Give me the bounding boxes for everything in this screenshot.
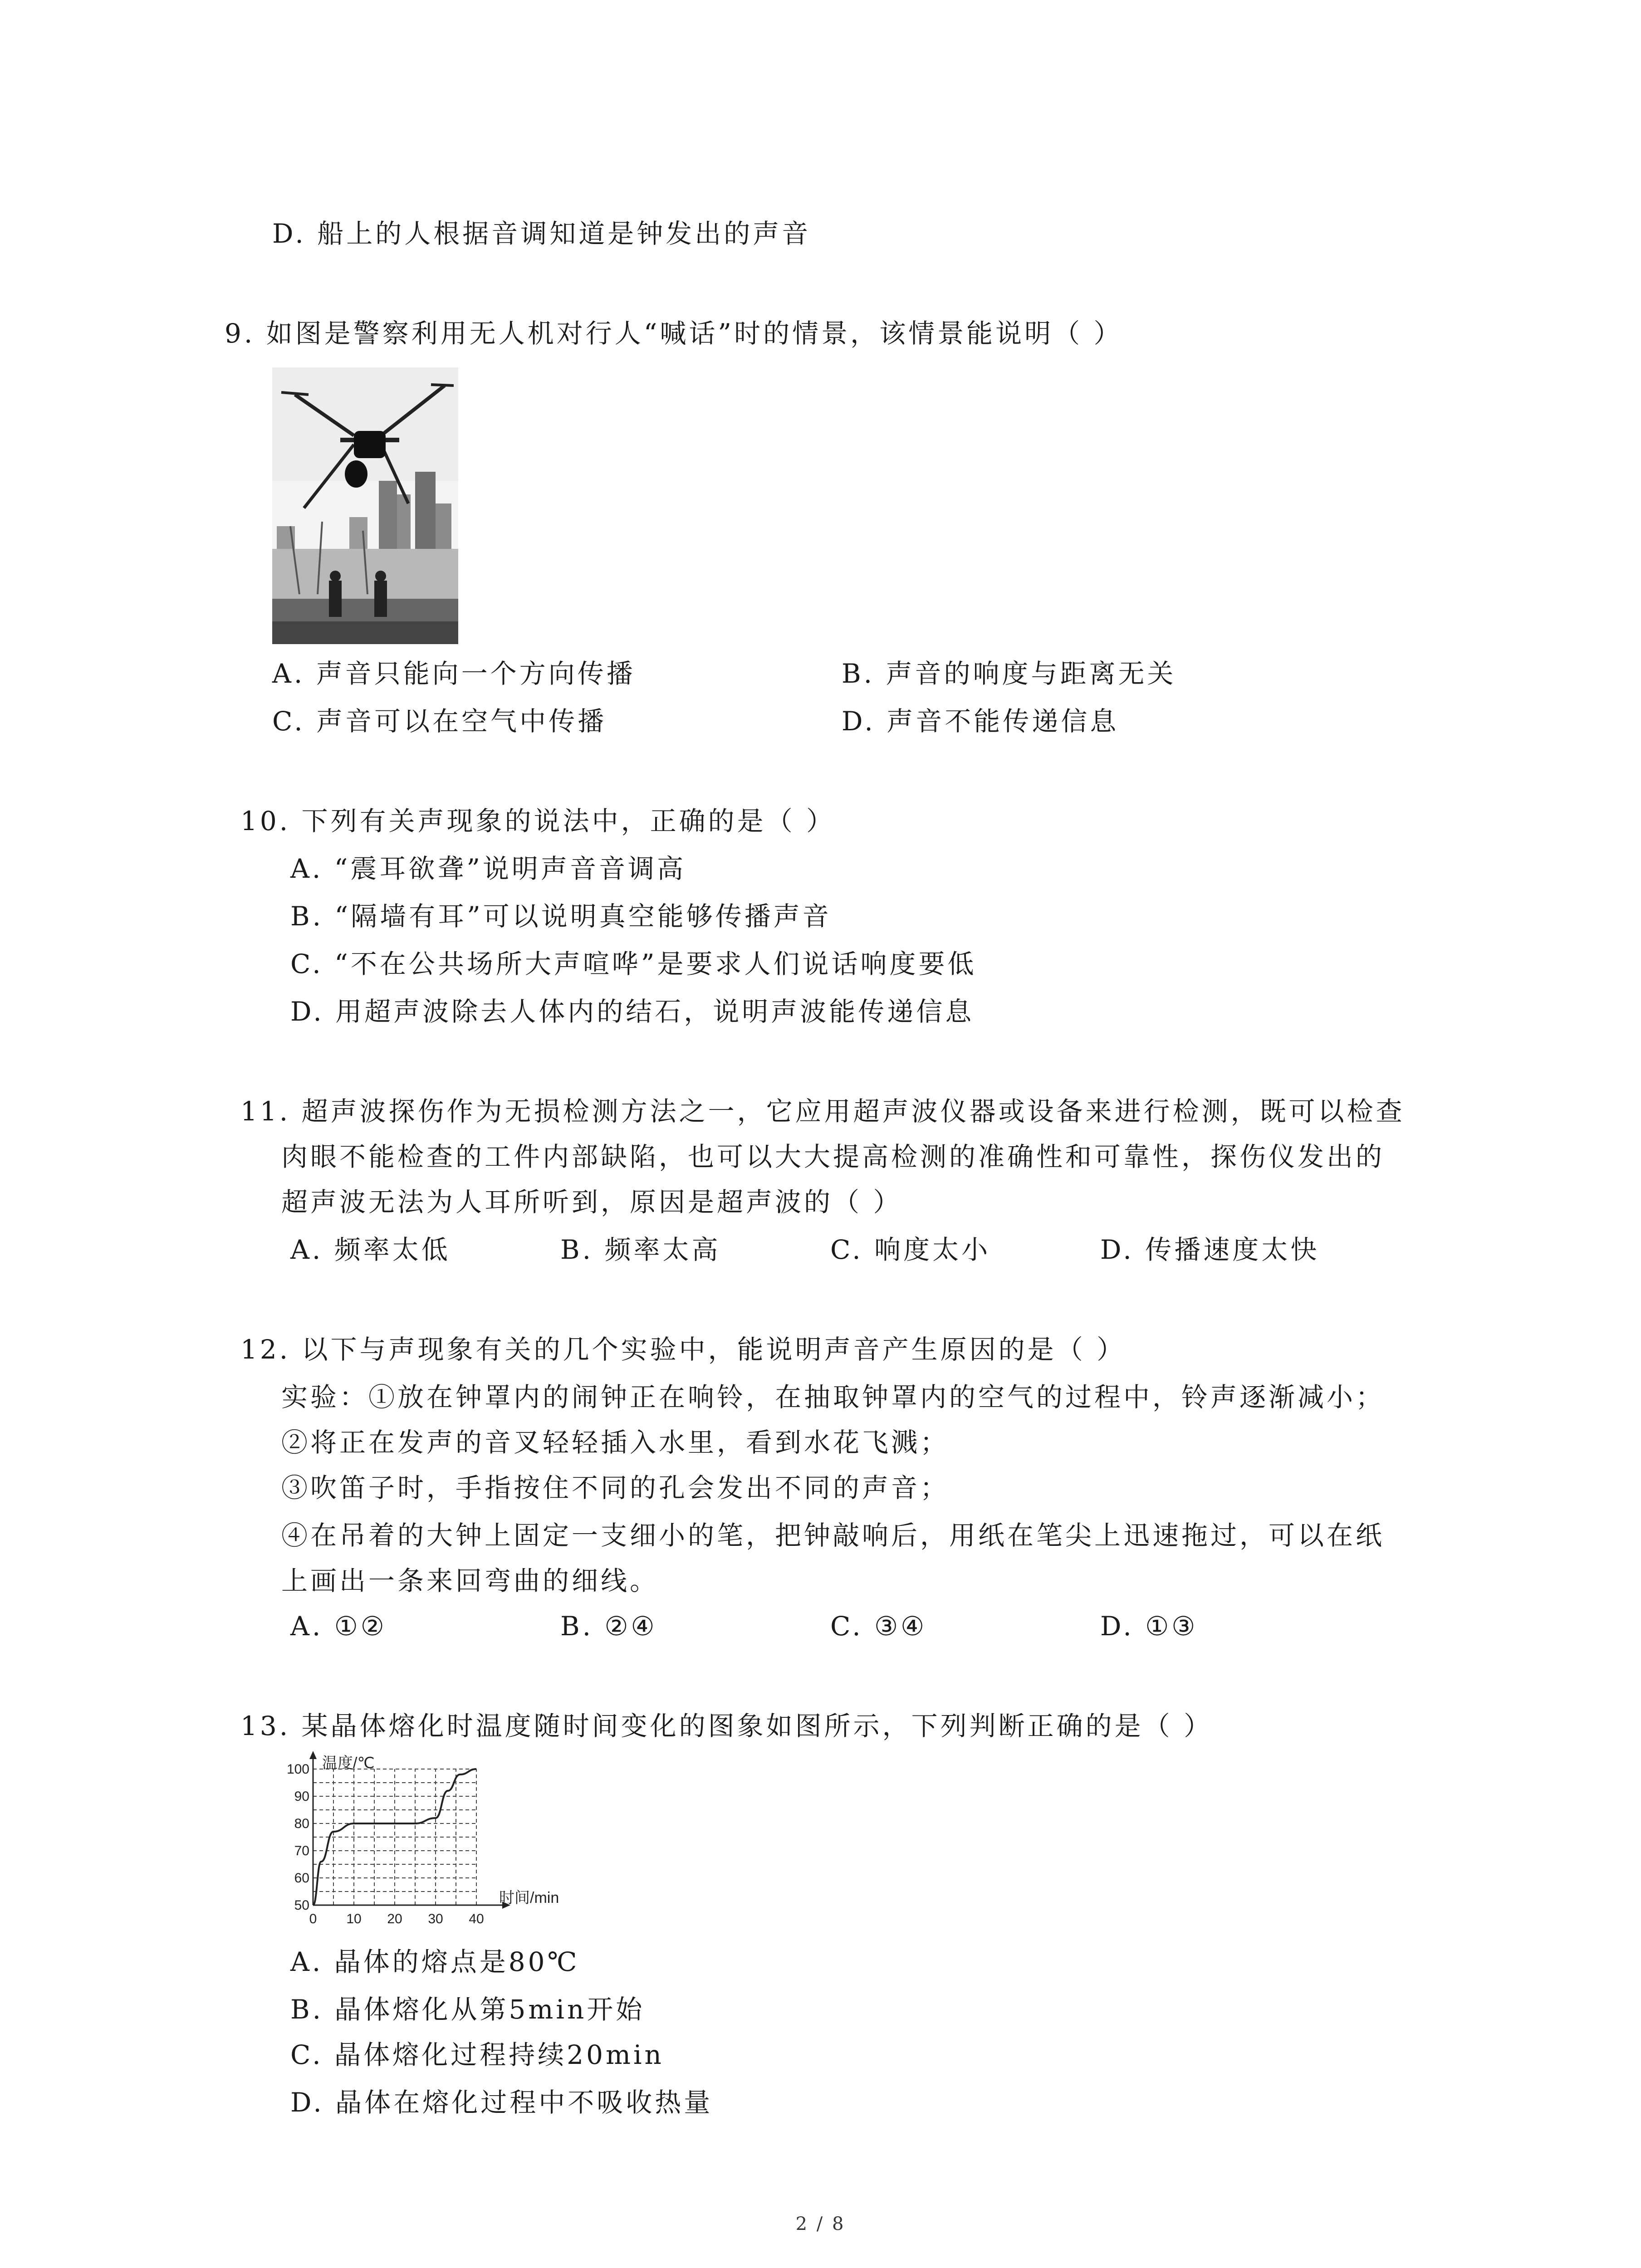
q11-option-b: B. 频率太高	[560, 1234, 721, 1265]
q11-line-2: 肉眼不能检查的工件内部缺陷，也可以大大提高检测的准确性和可靠性，探伤仪发出的	[281, 1141, 1385, 1172]
q11-option-a: A. 频率太低	[290, 1234, 451, 1265]
y-tick-label: 60	[294, 1871, 309, 1886]
melting-curve-chart	[277, 1751, 585, 1941]
chart-ticks	[287, 1762, 484, 1926]
q9-option-a: A. 声音只能向一个方向传播	[272, 658, 636, 689]
q10-option-d: D. 用超声波除去人体内的结石，说明声波能传递信息	[290, 996, 975, 1027]
chart-grid	[313, 1769, 476, 1905]
q11-option-d: D. 传播速度太快	[1100, 1234, 1320, 1265]
y-tick-label: 100	[286, 1762, 309, 1777]
y-tick-label: 50	[294, 1898, 309, 1913]
q9-option-d: D. 声音不能传递信息	[842, 706, 1119, 737]
q10-stem: 10. 下列有关声现象的说法中，正确的是（ ）	[240, 806, 836, 836]
x-tick-label: 40	[469, 1911, 484, 1926]
q13-option-b: B. 晶体熔化从第5min开始	[290, 1994, 645, 2025]
q12-experiment-2: ②将正在发声的音叉轻轻插入水里，看到水花飞溅；	[281, 1427, 950, 1458]
x-tick-label: 20	[387, 1911, 402, 1926]
q12-option-b: B. ②④	[560, 1611, 657, 1642]
q10-option-a: A. “震耳欲聋”说明声音音调高	[290, 853, 686, 884]
y-axis-label: 温度/℃	[322, 1755, 375, 1772]
q13-option-c: C. 晶体熔化过程持续20min	[290, 2039, 664, 2070]
q13-option-a: A. 晶体的熔点是80℃	[290, 1946, 580, 1977]
q12-option-a: A. ①②	[290, 1611, 387, 1642]
q12-option-d: D. ①③	[1100, 1611, 1198, 1642]
x-tick-label: 30	[428, 1911, 443, 1926]
page-number: 2 / 8	[795, 2214, 846, 2234]
q13-option-d: D. 晶体在熔化过程中不吸收热量	[290, 2087, 713, 2118]
q12-option-c: C. ③④	[830, 1611, 927, 1642]
y-axis-arrow	[309, 1751, 317, 1759]
q12-experiment-3: ③吹笛子时，手指按住不同的孔会发出不同的声音；	[281, 1472, 950, 1503]
y-tick-label: 70	[294, 1843, 309, 1858]
y-tick-label: 80	[294, 1816, 309, 1831]
q10-option-b: B. “隔墙有耳”可以说明真空能够传播声音	[290, 901, 832, 932]
q13-stem: 13. 某晶体熔化时温度随时间变化的图象如图所示，下列判断正确的是（ ）	[240, 1711, 1213, 1741]
x-tick-label: 10	[346, 1911, 362, 1926]
x-tick-label: 0	[309, 1911, 317, 1926]
q11-option-c: C. 响度太小	[830, 1234, 991, 1265]
drone-photo	[272, 367, 458, 644]
q12-experiment-4b: 上画出一条来回弯曲的细线。	[281, 1565, 659, 1596]
q9-option-c: C. 声音可以在空气中传播	[272, 706, 607, 737]
q11-line-3: 超声波无法为人耳所听到，原因是超声波的（ ）	[281, 1187, 902, 1217]
q9-option-b: B. 声音的响度与距离无关	[842, 658, 1176, 689]
q9-stem: 9. 如图是警察利用无人机对行人“喊话”时的情景，该情景能说明（ ）	[225, 318, 1123, 349]
q10-option-c: C. “不在公共场所大声喧哗”是要求人们说话响度要低	[290, 948, 977, 979]
q12-experiment-4a: ④在吊着的大钟上固定一支细小的笔，把钟敲响后，用纸在笔尖上迅速拖过，可以在纸	[281, 1520, 1385, 1551]
y-tick-label: 90	[294, 1789, 309, 1804]
q11-line-1: 11. 超声波探伤作为无损检测方法之一，它应用超声波仪器或设备来进行检测，既可以检查	[240, 1096, 1405, 1127]
q8-option-d: D. 船上的人根据音调知道是钟发出的声音	[272, 218, 811, 249]
q12-experiment-1: 实验：①放在钟罩内的闹钟正在响铃，在抽取钟罩内的空气的过程中，铃声逐渐减小；	[281, 1382, 1385, 1413]
x-axis-label: 时间/min	[499, 1889, 559, 1906]
q12-stem: 12. 以下与声现象有关的几个实验中，能说明声音产生原因的是（ ）	[240, 1334, 1126, 1365]
